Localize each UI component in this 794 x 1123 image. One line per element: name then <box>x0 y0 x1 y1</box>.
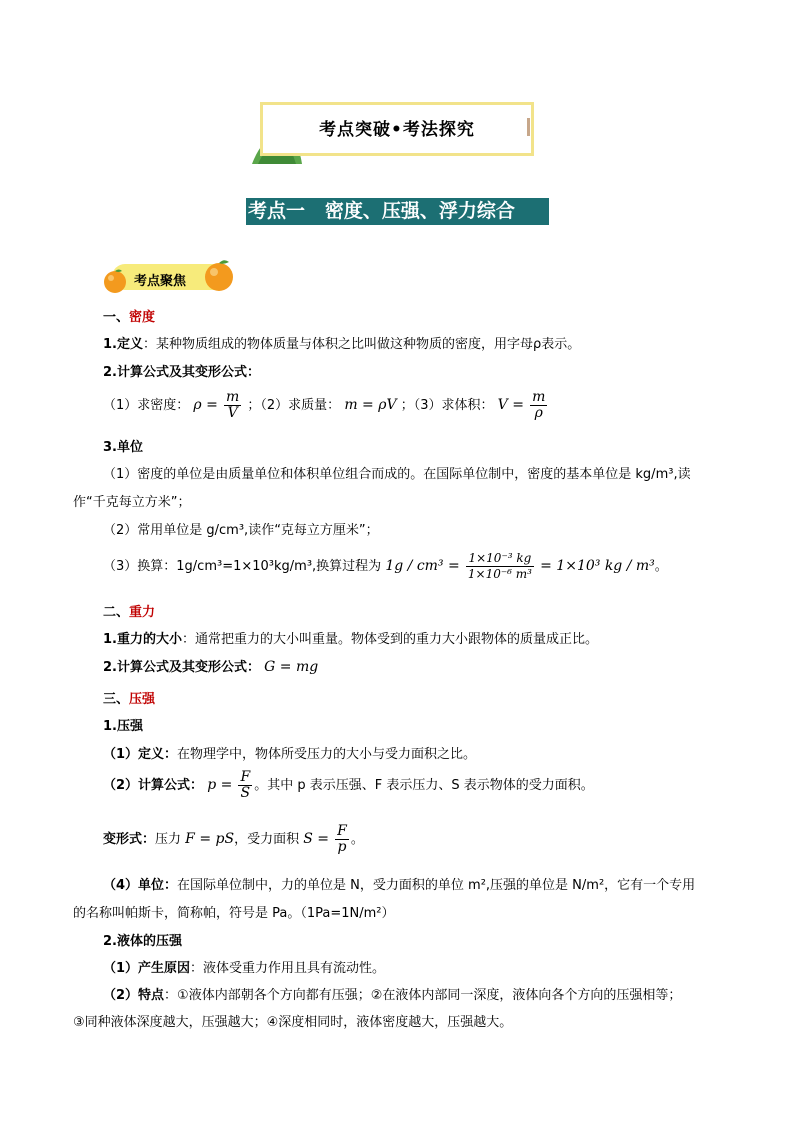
density-formula-label: 2.计算公式及其变形公式： <box>103 365 260 380</box>
liquid-features-a <box>103 984 681 1003</box>
gravity-size-text: ：通常把重力的大小叫重量。物体受到的重力大小跟物体的质量成正比。 <box>181 632 598 647</box>
liquid-cause-text: ：液体受重力作用且具有流动性。 <box>190 961 386 976</box>
formula-2: m = ρV <box>344 397 397 413</box>
pressure-unit-b: 的名称叫帕斯卡，简称帕，符号是 Pa。（1Pa=1N/m²） <box>73 906 395 921</box>
density-unit-2: （2）常用单位是 g/cm³,读作“克每立方厘米”； <box>103 523 379 538</box>
density-unit-label: 3.单位 <box>103 440 143 455</box>
definition-label: 1.定义 <box>103 337 143 352</box>
density-unit-1a: （1）密度的单位是由质量单位和体积单位组合而成的。在国际单位制中，密度的基本单位是 kg/m³,读 <box>103 467 691 482</box>
section-title: 压强 <box>129 692 156 707</box>
section-number: 三、 <box>103 692 130 707</box>
section-number: 一、 <box>103 310 130 325</box>
fraction: $\frac{F}{p}$ <box>337 823 347 855</box>
pressure-formula-text: 。其中 p 表示压强、F 表示压力、S 表示物体的受力面积。 <box>254 778 594 793</box>
pressure-variant: 变形式：压力 F = pS，受力面积 S = $\frac{F}{p}$ 。 <box>103 823 364 855</box>
fraction: $\frac{\text{1×10⁻³ kg}}{\text{1×10⁻⁶ m³}}$ <box>467 551 532 581</box>
conversion-rhs: = 1×10³ kg / m³ <box>540 558 655 574</box>
pressure-formula-label: （2）计算公式： <box>103 778 204 793</box>
liquid-features-text: ：①液体内部朝各个方向都有压强；②在液体内部同一深度，液体向各个方向的压强相等； <box>164 988 682 1003</box>
pressure-formula <box>103 770 594 801</box>
topic-heading: 考点一 密度、压强、浮力综合 <box>246 198 549 225</box>
formula-2-label: ；（2）求质量： <box>247 398 341 413</box>
pressure-unit-label: （4）单位： <box>103 878 178 893</box>
pressure-def-label: （1）定义： <box>103 747 178 762</box>
liquid-cause-label: （1）产生原因 <box>103 961 191 976</box>
section-banner <box>252 100 542 162</box>
formula-3-label: ；（3）求体积： <box>400 398 494 413</box>
density-definition <box>103 333 580 352</box>
pressure-unit-a <box>103 874 695 893</box>
section-gravity-title <box>103 601 155 620</box>
definition-text: ：某种物质组成的物体质量与体积之比叫做这种物质的密度，用字母ρ表示。 <box>142 337 581 352</box>
gravity-formula <box>103 656 318 675</box>
gravity-formula-label: 2.计算公式及其变形公式： <box>103 660 260 675</box>
formula-3-lhs: V = <box>497 397 524 413</box>
variant-expr-2-lhs: S = <box>303 831 330 847</box>
variant-label: 变形式： <box>103 832 156 847</box>
section-pressure-title <box>103 688 155 707</box>
gravity-formula-expr: G = mg <box>264 659 319 675</box>
liquid-features-b: ③同种液体深度越大，压强越大；④深度相同时，液体密度越大，压强越大。 <box>73 1015 513 1030</box>
orange-icon <box>202 258 236 292</box>
conversion-lhs: 1g / cm³ = <box>385 558 460 574</box>
section-title: 重力 <box>129 605 156 620</box>
section-density-title <box>103 306 155 325</box>
pressure-formula-lhs: p = <box>207 777 233 793</box>
liquid-features-label: （2）特点 <box>103 988 165 1003</box>
gravity-size-label: 1.重力的大小 <box>103 632 182 647</box>
orange-icon <box>102 268 128 294</box>
fraction: $\frac{F}{S}$ <box>240 769 251 801</box>
focus-label: 考点聚焦 <box>134 274 187 289</box>
variant-expr-1: F = pS <box>185 831 235 847</box>
conversion-text: （3）换算：1g/cm³=1×10³kg/m³,换算过程为 <box>103 559 382 574</box>
pressure-label: 1.压强 <box>103 719 143 734</box>
pressure-unit-text: 在国际单位制中，力的单位是 N，受力面积的单位 m²,压强的单位是 N/m²，它有一个专用 <box>177 878 696 893</box>
density-formulas <box>103 390 549 421</box>
focus-badge <box>102 258 242 294</box>
section-title: 密度 <box>129 310 156 325</box>
pressure-definition <box>103 743 476 762</box>
density-unit-1b: 作“千克每立方米”； <box>73 495 191 510</box>
liquid-cause <box>103 957 385 976</box>
formula-1-label: （1）求密度： <box>103 398 190 413</box>
fraction: $\frac{m}{\rho}$ <box>532 389 546 421</box>
section-number: 二、 <box>103 605 130 620</box>
density-unit-3: （3）换算：1g/cm³=1×10³kg/m³,换算过程为 1g / cm³ = $\frac{\text{1×10⁻³ kg}}{\text{1×10⁻⁶ m³}}$ = 1×10³ kg / m³。 <box>103 551 668 581</box>
fraction: $\frac{m}{V}$ <box>225 389 240 421</box>
pressure-def-text: 在物理学中，物体所受压力的大小与受力面积之比。 <box>177 747 477 762</box>
formula-1-lhs: ρ = <box>193 397 218 413</box>
banner-title: 考点突破•考法探究 <box>319 120 475 140</box>
gravity-size <box>103 628 598 647</box>
liquid-pressure-label: 2.液体的压强 <box>103 934 182 949</box>
